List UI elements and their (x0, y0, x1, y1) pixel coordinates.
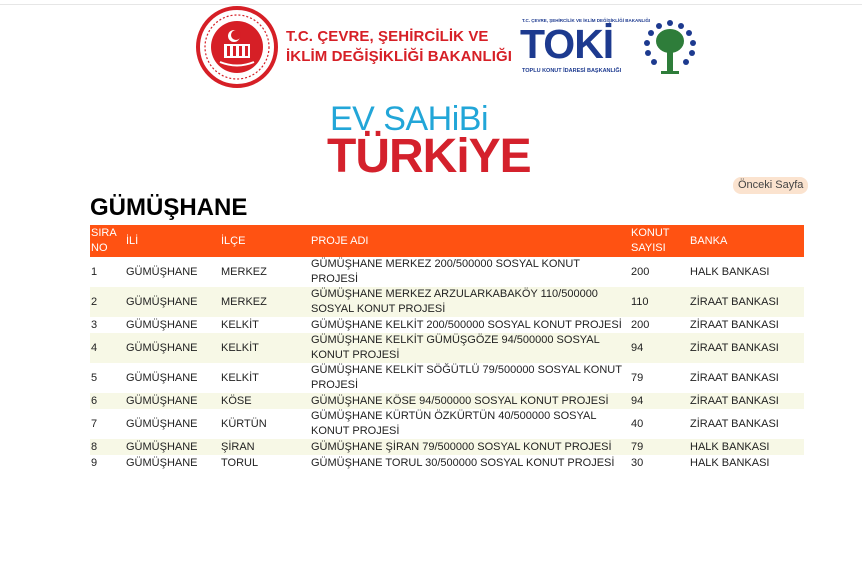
cell-ilce: KELKİT (221, 371, 259, 384)
table-row (90, 455, 804, 471)
cell-konut: 79 (631, 440, 644, 453)
cell-banka: HALK BANKASI (690, 265, 770, 278)
ministry-name-line1: T.C. ÇEVRE, ŞEHİRCİLİK VE (286, 28, 489, 45)
cell-il: GÜMÜŞHANE (126, 440, 198, 453)
cell-banka: HALK BANKASI (690, 440, 770, 453)
header-proje-adi: PROJE ADI (310, 225, 630, 257)
header-sira-no: SIRA NO (90, 225, 125, 257)
cell-no: 4 (91, 341, 98, 354)
cell-no: 6 (91, 394, 98, 407)
tree-logo-icon (642, 19, 698, 77)
cell-proje: GÜMÜŞHANE KELKİT 200/500000 SOSYAL KONUT PROJESİ (311, 318, 622, 331)
cell-proje: GÜMÜŞHANE ŞİRAN 79/500000 SOSYAL KONUT PROJESİ (311, 440, 612, 453)
page-title: GÜMÜŞHANE (90, 194, 248, 221)
table-row (90, 409, 804, 439)
cell-konut: 79 (631, 371, 644, 384)
cell-banka: ZİRAAT BANKASI (690, 341, 779, 354)
cell-il: GÜMÜŞHANE (126, 371, 198, 384)
cell-ilce: ŞİRAN (221, 440, 255, 453)
cell-konut: 200 (631, 318, 650, 331)
table-row (90, 393, 804, 409)
cell-proje: GÜMÜŞHANE KELKİT GÜMÜŞGÖZE 94/500000 SOSYAL KONUT PROJESİ (311, 334, 600, 361)
cell-il: GÜMÜŞHANE (126, 417, 198, 430)
table-header-row (90, 225, 804, 257)
toki-caption: TOPLU KONUT İDARESİ BAŞKANLIĞI (522, 68, 622, 74)
cell-konut: 110 (631, 295, 649, 308)
cell-il: GÜMÜŞHANE (126, 456, 198, 469)
cell-konut: 94 (631, 341, 644, 354)
cell-proje: GÜMÜŞHANE KELKİT SÖĞÜTLÜ 79/500000 SOSYAL KONUT PROJESİ (311, 364, 622, 391)
ministry-name-line2: İKLİM DEĞİŞİKLİĞİ BAKANLIĞI (286, 48, 513, 65)
cell-no: 5 (91, 371, 98, 384)
table-row (90, 317, 804, 333)
cell-ilce: MERKEZ (221, 295, 267, 308)
header-ilce: İLÇE (220, 225, 310, 257)
toki-logo (520, 18, 651, 80)
cell-banka: ZİRAAT BANKASI (690, 394, 779, 407)
cell-ilce: KÖSE (221, 394, 252, 407)
previous-page-button[interactable]: Önceki Sayfa (733, 177, 808, 194)
cell-banka: ZİRAAT BANKASI (690, 318, 779, 331)
cell-ilce: KELKİT (221, 341, 259, 354)
ministry-name (286, 27, 512, 67)
campaign-logo-top: EV SAHiBi (330, 100, 488, 138)
cell-no: 2 (91, 295, 98, 308)
table-row (90, 363, 804, 393)
header-konut-sayisi: KONUT SAYISI (630, 225, 689, 257)
cell-banka: ZİRAAT BANKASI (690, 371, 779, 384)
cell-ilce: TORUL (221, 456, 259, 469)
cell-konut: 200 (631, 265, 650, 278)
cell-proje: GÜMÜŞHANE TORUL 30/500000 SOSYAL KONUT PROJESİ (311, 456, 615, 469)
cell-no: 8 (91, 440, 98, 453)
projects-table (90, 225, 804, 471)
table-row (90, 257, 804, 287)
cell-banka: ZİRAAT BANKASI (690, 295, 779, 308)
header-ili: İLİ (125, 225, 220, 257)
toki-ministry-caption: T.C. ÇEVRE, ŞEHİRCİLİK VE İKLİM DEĞİŞİKLİĞİ BAKANLIĞI (522, 18, 651, 23)
cell-il: GÜMÜŞHANE (126, 394, 198, 407)
table-row (90, 333, 804, 363)
cell-ilce: KÜRTÜN (221, 417, 267, 430)
table-row (90, 287, 804, 317)
cell-proje: GÜMÜŞHANE MERKEZ ARZULARKABAKÖY 110/500000 SOSYAL KONUT PROJESİ (311, 288, 598, 315)
header-logos (196, 6, 716, 88)
cell-no: 7 (91, 417, 98, 430)
campaign-logo-bottom: TÜRKiYE (327, 130, 531, 183)
cell-no: 9 (91, 456, 98, 469)
cell-banka: HALK BANKASI (690, 456, 770, 469)
ministry-seal-icon (196, 6, 278, 88)
header-banka: BANKA (689, 225, 804, 257)
cell-konut: 94 (631, 394, 644, 407)
top-divider (0, 4, 862, 5)
cell-il: GÜMÜŞHANE (126, 265, 198, 278)
cell-proje: GÜMÜŞHANE KÜRTÜN ÖZKÜRTÜN 40/500000 SOSYAL KONUT PROJESİ (311, 410, 597, 437)
table-row (90, 439, 804, 455)
cell-il: GÜMÜŞHANE (126, 295, 198, 308)
cell-banka: ZİRAAT BANKASI (690, 417, 779, 430)
cell-ilce: MERKEZ (221, 265, 267, 278)
cell-proje: GÜMÜŞHANE MERKEZ 200/500000 SOSYAL KONUT PROJESİ (311, 258, 580, 285)
cell-il: GÜMÜŞHANE (126, 318, 198, 331)
cell-proje: GÜMÜŞHANE KÖSE 94/500000 SOSYAL KONUT PROJESİ (311, 394, 609, 407)
cell-il: GÜMÜŞHANE (126, 341, 198, 354)
cell-no: 3 (91, 318, 98, 331)
cell-konut: 40 (631, 417, 644, 430)
cell-no: 1 (91, 265, 98, 278)
cell-konut: 30 (631, 456, 644, 469)
cell-ilce: KELKİT (221, 318, 259, 331)
toki-wordmark: TOKİ (520, 21, 614, 67)
